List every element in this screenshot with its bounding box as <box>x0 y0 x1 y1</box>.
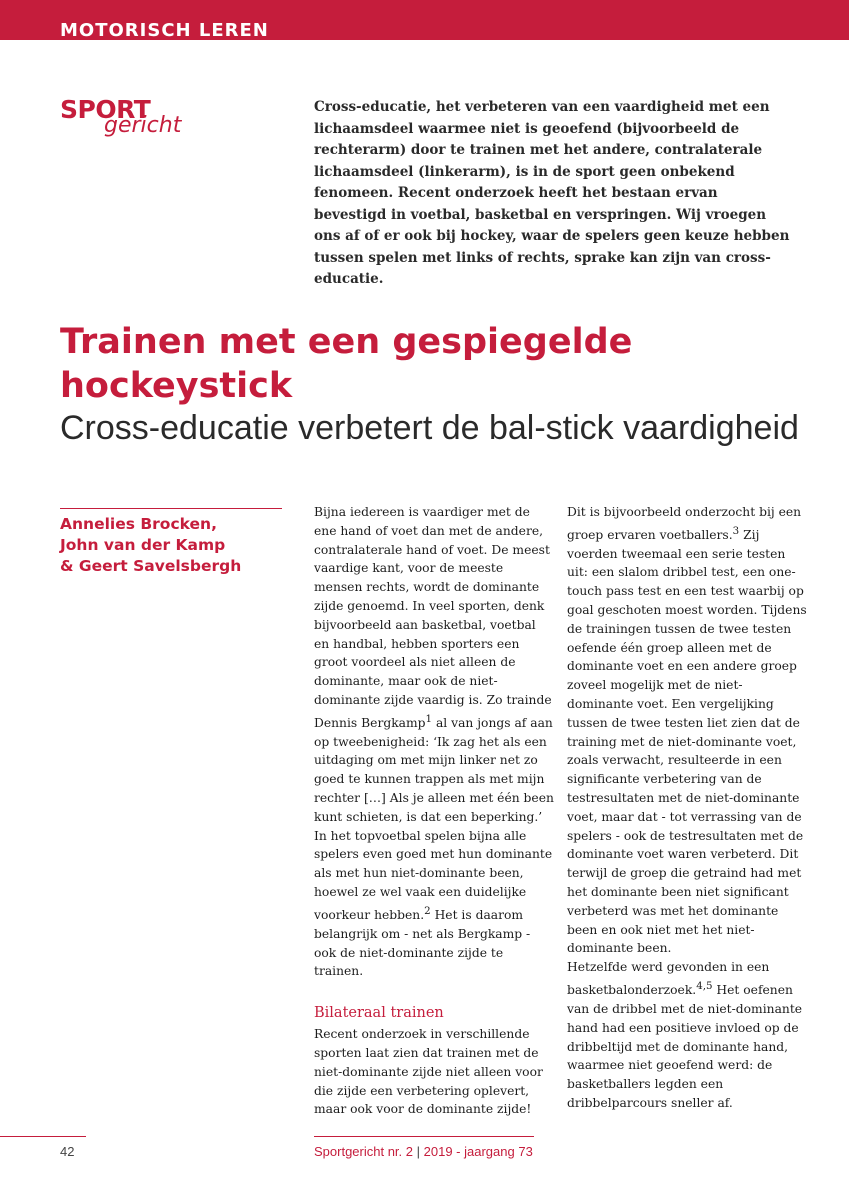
footer-publication: Sportgericht nr. 2 | 2019 - jaargang 73 <box>314 1144 533 1159</box>
footer-divider-center <box>314 1136 534 1137</box>
body-paragraph <box>567 958 807 1112</box>
intro-paragraph: Cross-educatie, het verbeteren van een vaardigheid met een lichaamsdeel waarmee niet is geoefend (bijvoorbeeld de rechterarm) door te trainen met het andere, contralaterale lichaamsdeel (linkerarm), is in de sport geen onbekend fenomeen. Recent onderzoek heeft het bestaan ervan bevestigd in voetbal, basketbal en verspringen. Wij vroegen ons af of er ook bij hockey, waar de spelers geen keuze hebben tussen spelen met links of rechts, sprake kan zijn van cross-educatie. <box>314 99 790 287</box>
logo-word-gericht: gericht <box>104 113 182 138</box>
body-paragraph <box>314 503 554 981</box>
logo-word-sport: SPORT <box>60 95 151 124</box>
section-label: MOTORISCH LEREN <box>60 20 269 41</box>
text-run: al van jongs af aan op tweebenigheid: ‘Ik zag het als een uitdaging om met mijn linker net zo goed te kunnen trappen als met mijn rechter […] Als je alleen met één been kunt schieten, is dat een beperking.’ In het topvoetbal spelen bijna alle spelers even goed met hun dominante als met hun niet-dominante been, hoewel ze wel vaak een duidelijke voorkeur hebben. <box>314 715 554 922</box>
text-run: Hetzelfde werd gevonden in een basketbalonderzoek. <box>567 960 770 998</box>
footnote-ref-2: 2 <box>424 904 431 917</box>
article-title: Trainen met een gespiegelde hockeystick <box>60 322 633 406</box>
authors-divider <box>60 508 282 509</box>
body-paragraph: Recent onderzoek in verschillende sporten laat zien dat trainen met de niet-dominante zijde niet alleen voor die zijde een verbetering oplevert, maar ook voor de dominante zijde! <box>314 1027 543 1117</box>
footnote-ref-4-5: 4,5 <box>696 980 713 993</box>
text-run: Dit is bijvoorbeeld onderzocht bij een groep ervaren voetballers. <box>567 505 802 542</box>
subheading-bilateraal-trainen: Bilateraal trainen <box>314 1005 444 1022</box>
footnote-ref-1: 1 <box>425 712 433 725</box>
author-1: Annelies Brocken, <box>60 515 217 533</box>
article-subtitle: Cross-educatie verbetert de bal-stick vaardigheid <box>60 409 799 447</box>
sportgericht-logo <box>60 95 182 138</box>
body-column-2 <box>567 503 807 1113</box>
body-column-1 <box>314 503 554 1119</box>
footer-separator: | <box>416 1144 421 1159</box>
publication-volume: jaargang 73 <box>464 1144 533 1159</box>
author-list <box>60 514 290 577</box>
author-3: & Geert Savelsbergh <box>60 557 242 575</box>
publication-name: Sportgericht nr. 2 <box>314 1144 413 1159</box>
text-run: Zij voerden tweemaal een serie testen uit: een slalom dribbel test, een one-touch pass test en een test waarbij op goal geschoten moest worden. Tijdens de trainingen tussen de twee testen oefende één groep alleen met de dominante voet en een andere groep zoveel mogelijk met de niet-dominante voet. Een vergelijking tussen de twee testen liet zien dat de training met de niet-dominante voet, zoals verwacht, resulteerde in een significante verbetering van de testresultaten met de niet-dominante voet, maar dat - tot verrassing van de spelers - ook de testresultaten met de dominante voet waren verbeterd. Dit terwijl de groep die getraind had met het dominante been niet significant verbeterd was met het dominante been en ook niet met het niet-dominante been. <box>567 527 807 956</box>
footnote-ref-3: 3 <box>732 524 740 537</box>
text-run: Het oefenen van de dribbel met de niet-dominante hand had een positieve invloed op de dribbeltijd met de dominante hand, waarmee niet geoefend werd: de basketballers legden een dribbelparcours sneller af. <box>567 983 803 1110</box>
author-2: John van der Kamp <box>60 536 226 554</box>
footer-divider-left <box>0 1136 86 1137</box>
page-number: 42 <box>60 1144 75 1159</box>
text-run: Bijna iedereen is vaardiger met de ene hand of voet dan met de andere, contralaterale hand of voet. De meest vaardige kant, voor de meeste mensen rechts, wordt de dominante zijde genoemd. In veel sporten, denk bijvoorbeeld aan basketbal, voetbal en handbal, hebben sporters een groot voordeel als niet alleen de dominante, maar ook de niet-dominante zijde vaardig is. Zo trainde Dennis Bergkamp <box>314 505 552 730</box>
publication-year: 2019 <box>423 1144 453 1159</box>
body-paragraph <box>567 503 807 958</box>
text-run: Het is daarom belangrijk om - net als Bergkamp - ook de niet-dominante zijde te trainen. <box>314 907 531 979</box>
